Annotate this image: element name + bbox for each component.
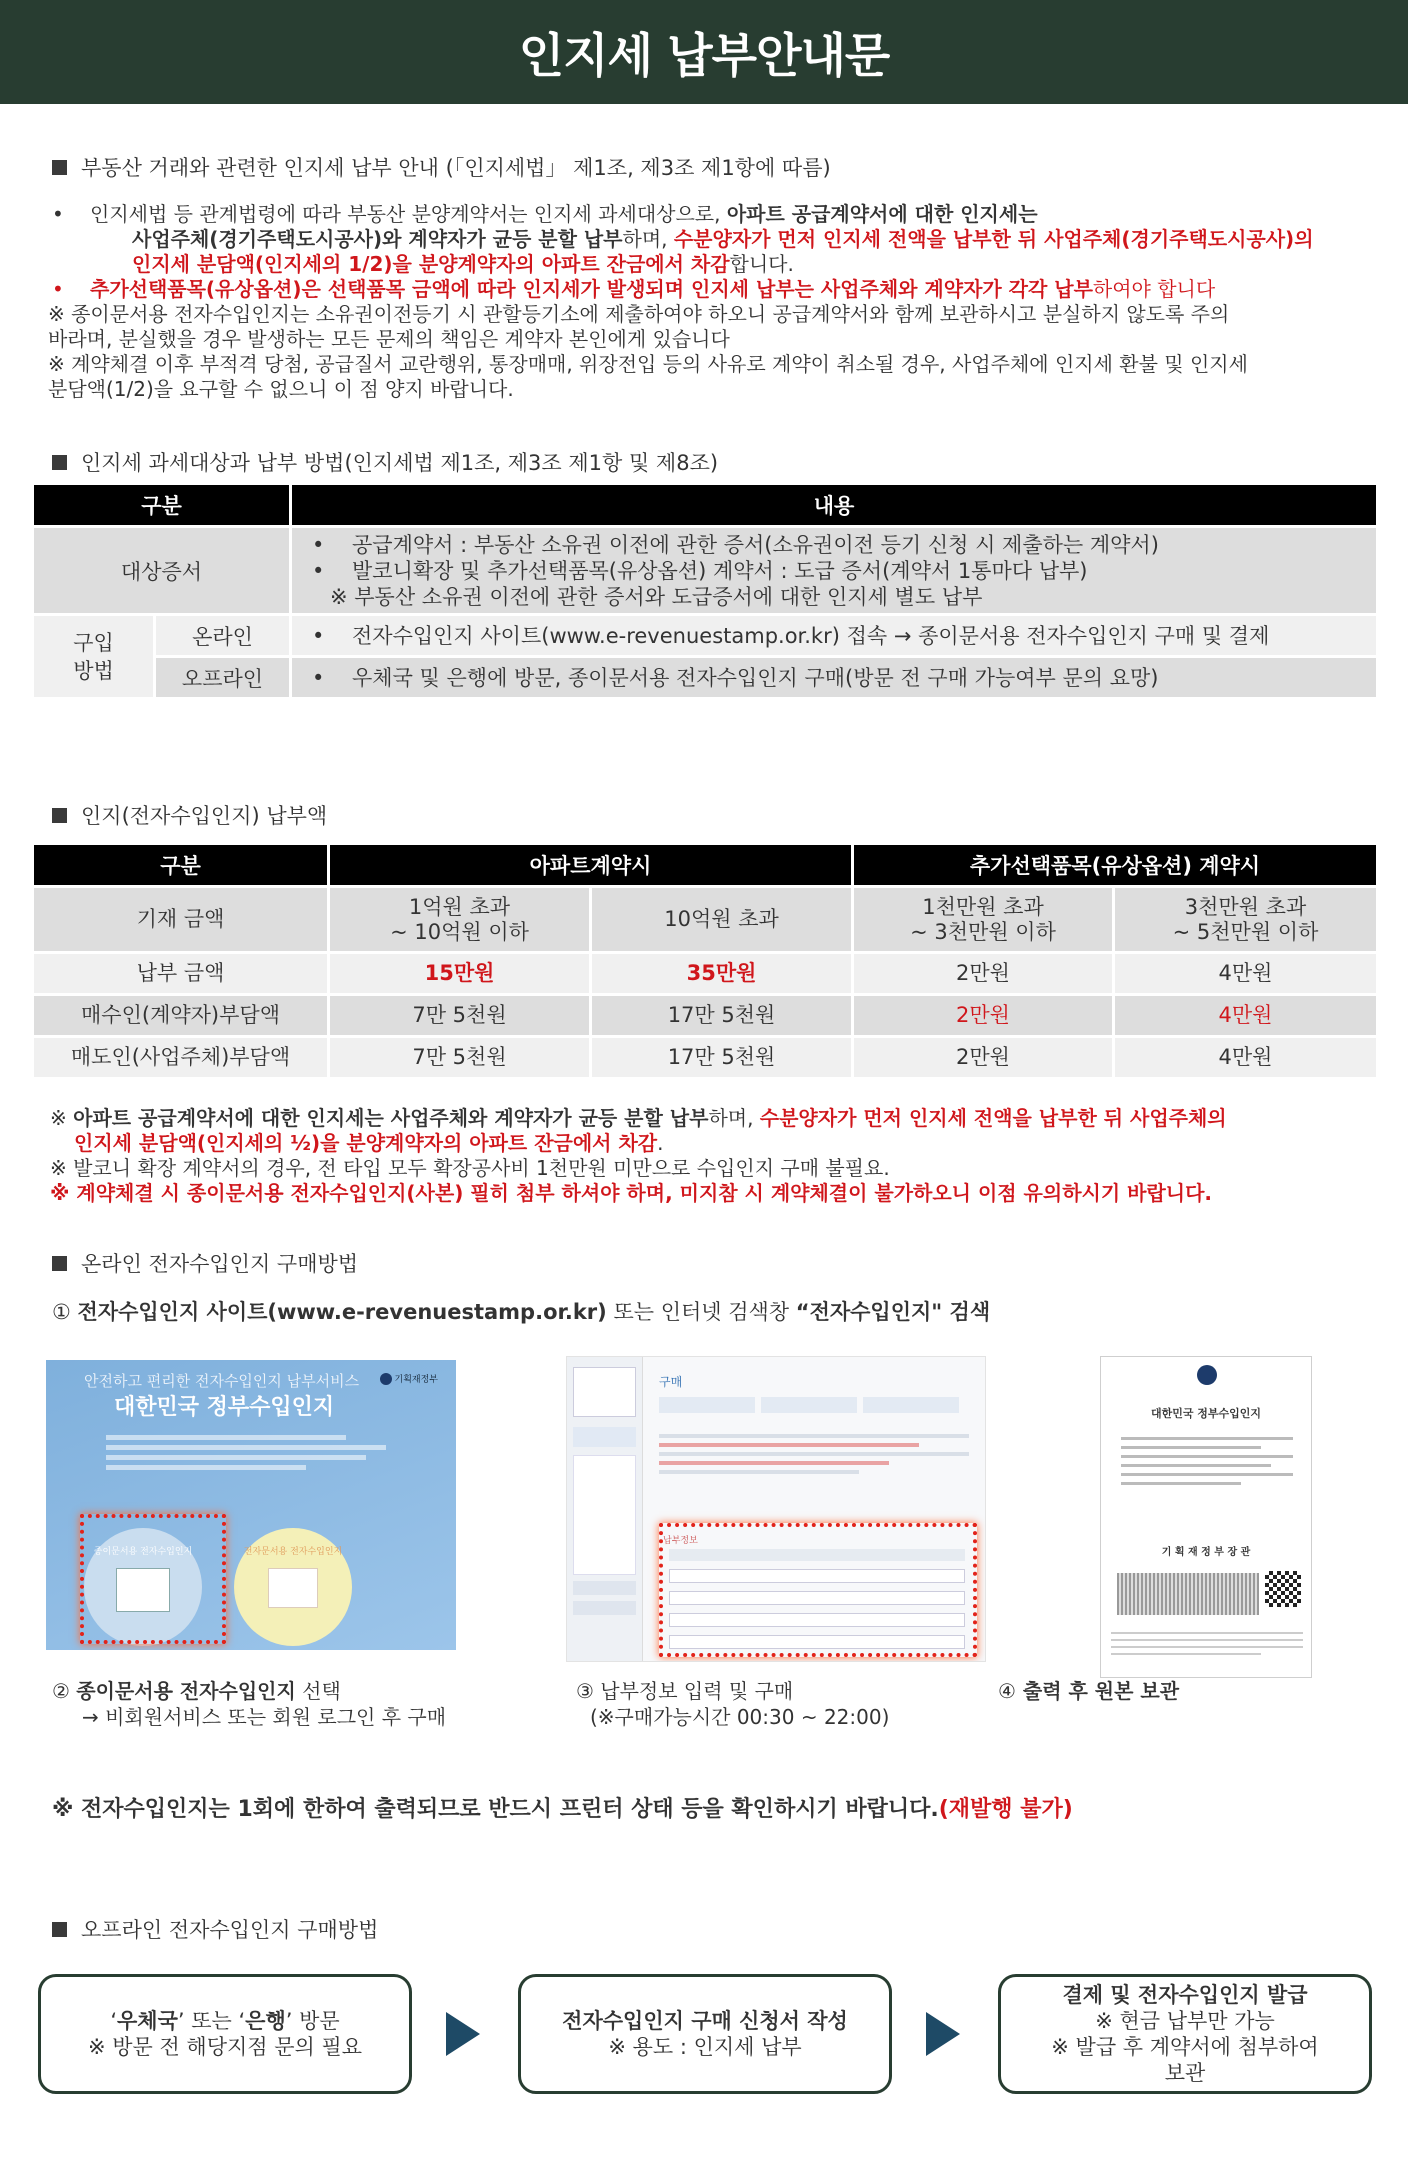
row-label: 기재 금액 <box>34 885 330 951</box>
table-row <box>34 613 1376 655</box>
table-row <box>34 525 1376 613</box>
table-row <box>34 951 1376 993</box>
buy-method-label: 구입 방법 <box>34 613 156 697</box>
square-bullet-icon <box>52 1256 67 1271</box>
screenshot-purchase-form: 구매 납부정보 <box>566 1356 986 1662</box>
table-cell: 17만 5천원 <box>592 993 854 1035</box>
target-content: • 공급계약서 : 부동산 소유권 이전에 관한 증서(소유권이전 등기 신청 시 제출하는 계약서) • 발코니확장 및 추가선택품목(유상옵션) 계약서 : 도급 증서(계약서 1통마다 납부) ※ 부동산 소유권 이전에 관한 증서와 도급증서에 대한 인지세 별도 납부 <box>292 525 1376 613</box>
square-bullet-icon <box>52 808 67 823</box>
table-header-row <box>34 845 1376 885</box>
header-option: 추가선택품목(유상옵션) 계약시 <box>854 845 1376 885</box>
qr-code-icon <box>1265 1571 1301 1607</box>
emblem-icon <box>1197 1365 1217 1385</box>
screenshot-site-main: 안전하고 편리한 전자수입인지 납부서비스 대한민국 정부수입인지 기획재정부 종이문서용 전자수입인지 전자문서용 전자수입인지 <box>46 1360 456 1650</box>
form-sidebar <box>567 1357 643 1662</box>
offline-content: • 우체국 및 은행에 방문, 종이문서용 전자수입인지 구매(방문 전 구매 가능여부 문의 요망) <box>292 655 1376 697</box>
note-split-payment: ※ 아파트 공급계약서에 대한 인지세는 사업주체와 계약자가 균등 분할 납부하며, 수분양자가 먼저 인지세 전액을 납부한 뒤 사업주체의 인지세 분담액(인지세의 ½)을 분양계약자의 아파트 잔금에서 차감. <box>50 1106 1227 1155</box>
step-3-caption: ③ 납부정보 입력 및 구매 (※구매가능시간 00:30 ~ 22:00) <box>576 1679 890 1729</box>
table-cell: 17만 5천원 <box>592 1035 854 1077</box>
header-content: 내용 <box>292 485 1376 525</box>
payment-input-rows <box>669 1549 965 1649</box>
screenshot-printed-stamp: 대한민국 정부수입인지 기 획 재 정 부 장 관 <box>1100 1356 1312 1678</box>
stamp-detail-lines <box>1121 1431 1293 1491</box>
amount-notes <box>50 1106 1380 1206</box>
step-1: ① 전자수입인지 사이트(www.e-revenuestamp.or.kr) 또는 인터넷 검색창 “전자수입인지" 검색 <box>52 1300 991 1324</box>
gov-logo: 기획재정부 <box>380 1372 438 1385</box>
table-row <box>34 885 1376 951</box>
row-label: 납부 금액 <box>34 951 330 993</box>
table-cell: 3천만원 초과 ~ 5천만원 이하 <box>1115 885 1376 951</box>
arrow-right-icon <box>446 2012 480 2056</box>
electronic-stamp-card[interactable]: 전자문서용 전자수입인지 <box>234 1528 352 1646</box>
table-cell: 4만원 <box>1115 951 1376 993</box>
table-cell: 2만원 <box>854 993 1115 1035</box>
square-bullet-icon <box>52 455 67 470</box>
offline-label: 오프라인 <box>156 655 292 697</box>
table-cell: 1천만원 초과 ~ 3천만원 이하 <box>854 885 1115 951</box>
offline-step-application: 전자수입인지 구매 신청서 작성 ※ 용도 : 인지세 납부 <box>518 1974 892 2094</box>
bullet-option-tax: • 추가선택품목(유상옵션)은 선택품목 금액에 따라 인지세가 발생되며 인지세 납부는 사업주체와 계약자가 각각 납부하여야 합니다 <box>52 277 1216 301</box>
step-tabs <box>659 1397 959 1413</box>
section-title-stamp-tax-guide: 부동산 거래와 관련한 인지세 납부 안내 (「인지세법」 제1조, 제3조 제1항에 따름) <box>52 152 831 182</box>
page-title: 인지세 납부안내문 <box>518 28 890 84</box>
paper-stamp-card[interactable]: 종이문서용 전자수입인지 <box>84 1528 202 1646</box>
row-label: 매도인(사업주체)부담액 <box>34 1035 330 1077</box>
note-balcony: ※ 발코니 확장 계약서의 경우, 전 타입 모두 확장공사비 1천만원 미만으로 수입인지 구매 불필요. <box>50 1156 890 1180</box>
table-cell: 7만 5천원 <box>330 1035 592 1077</box>
table-row <box>34 993 1376 1035</box>
notice-text-block <box>106 1430 396 1480</box>
form-notice-lines <box>659 1429 969 1479</box>
section-title-online-purchase: 온라인 전자수입인지 구매방법 <box>52 1248 358 1278</box>
section-title-offline-purchase: 오프라인 전자수입인지 구매방법 <box>52 1914 378 1944</box>
stamp-amount-table <box>34 845 1376 1077</box>
row-label: 매수인(계약자)부담액 <box>34 993 330 1035</box>
table-cell: 2만원 <box>854 951 1115 993</box>
arrow-right-icon <box>926 2012 960 2056</box>
table-cell: 4만원 <box>1115 993 1376 1035</box>
target-label: 대상증서 <box>34 525 292 613</box>
table-cell: 15만원 <box>330 951 592 993</box>
table-cell: 1억원 초과 ~ 10억원 이하 <box>330 885 592 951</box>
square-bullet-icon <box>52 160 67 175</box>
bullet-apartment-tax: • 인지세법 등 관계법령에 따라 부동산 분양계약서는 인지세 과세대상으로, 아파트 공급계약서에 대한 인지세는 사업주체(경기주택도시공사)와 계약자가 균등 분할 납부하며, 수분양자가 먼저 인지세 전액을 납부한 뒤 사업주체(경기주택도시공사)의 인지세 분담액(인지세의 1/2)을 분양계약자의 아파트 잔금에서 차감합니다. <box>52 202 1314 276</box>
step-4-caption: ④ 출력 후 원본 보관 <box>998 1679 1180 1703</box>
taegeuk-icon <box>380 1373 392 1385</box>
online-label: 온라인 <box>156 613 292 655</box>
tablet-icon <box>268 1568 318 1608</box>
tax-target-table <box>34 485 1376 697</box>
note-keep-stamp: ※ 종이문서용 전자수입인지는 소유권이전등기 시 관할등기소에 제출하여야 하오니 공급계약서와 함께 보관하시고 분실하지 않도록 주의 바라며, 분실했을 경우 발생하는 모든 문제의 책임은 계약자 본인에게 있습니다 <box>48 302 1230 351</box>
page-header <box>0 0 1408 104</box>
highlight-box <box>80 1514 226 1644</box>
note-no-refund: ※ 계약체결 이후 부적격 당첨, 공급질서 교란행위, 통장매매, 위장전입 등의 사유로 계약이 취소될 경우, 사업주체에 인지세 환불 및 인지세 분담액(1/2)을 요구할 수 없으니 이 점 양지 바랍니다. <box>48 352 1248 401</box>
note-attach-copy: ※ 계약체결 시 종이문서용 전자수입인지(사본) 필히 첨부 하셔야 하며, 미지참 시 계약체결이 불가하오니 이점 유의하시기 바랍니다. <box>50 1181 1213 1205</box>
step-2-caption: ② 종이문서용 전자수입인지 선택 → 비회원서비스 또는 회원 로그인 후 구매 <box>52 1679 447 1729</box>
table-cell: 2만원 <box>854 1035 1115 1077</box>
table-cell: 35만원 <box>592 951 854 993</box>
header-category: 구분 <box>34 485 292 525</box>
header-apartment: 아파트계약시 <box>330 845 854 885</box>
intro-notes <box>48 202 1378 402</box>
section-title-stamp-amount: 인지(전자수입인지) 납부액 <box>52 800 327 830</box>
header-category: 구분 <box>34 845 330 885</box>
table-header-row <box>34 485 1376 525</box>
section-title-tax-targets: 인지세 과세대상과 납부 방법(인지세법 제1조, 제3조 제1항 및 제8조) <box>52 447 718 477</box>
barcode-icon <box>1117 1573 1259 1615</box>
table-row <box>34 1035 1376 1077</box>
offline-step-issue: 결제 및 전자수입인지 발급 ※ 현금 납부만 가능 ※ 발급 후 계약서에 첨부하여 보관 <box>998 1974 1372 2094</box>
table-row <box>34 655 1376 697</box>
square-bullet-icon <box>52 1922 67 1937</box>
reprint-warning: ※ 전자수입인지는 1회에 한하여 출력되므로 반드시 프린터 상태 등을 확인하시기 바랍니다.(재발행 불가) <box>52 1797 1073 1822</box>
table-cell: 10억원 초과 <box>592 885 854 951</box>
fine-print-lines <box>1111 1627 1303 1660</box>
online-content: • 전자수입인지 사이트(www.e-revenuestamp.or.kr) 접속 → 종이문서용 전자수입인지 구매 및 결제 <box>292 613 1376 655</box>
table-cell: 7만 5천원 <box>330 993 592 1035</box>
offline-step-visit: ‘우체국’ 또는 ‘은행’ 방문 ※ 방문 전 해당지점 문의 필요 <box>38 1974 412 2094</box>
table-cell: 4만원 <box>1115 1035 1376 1077</box>
